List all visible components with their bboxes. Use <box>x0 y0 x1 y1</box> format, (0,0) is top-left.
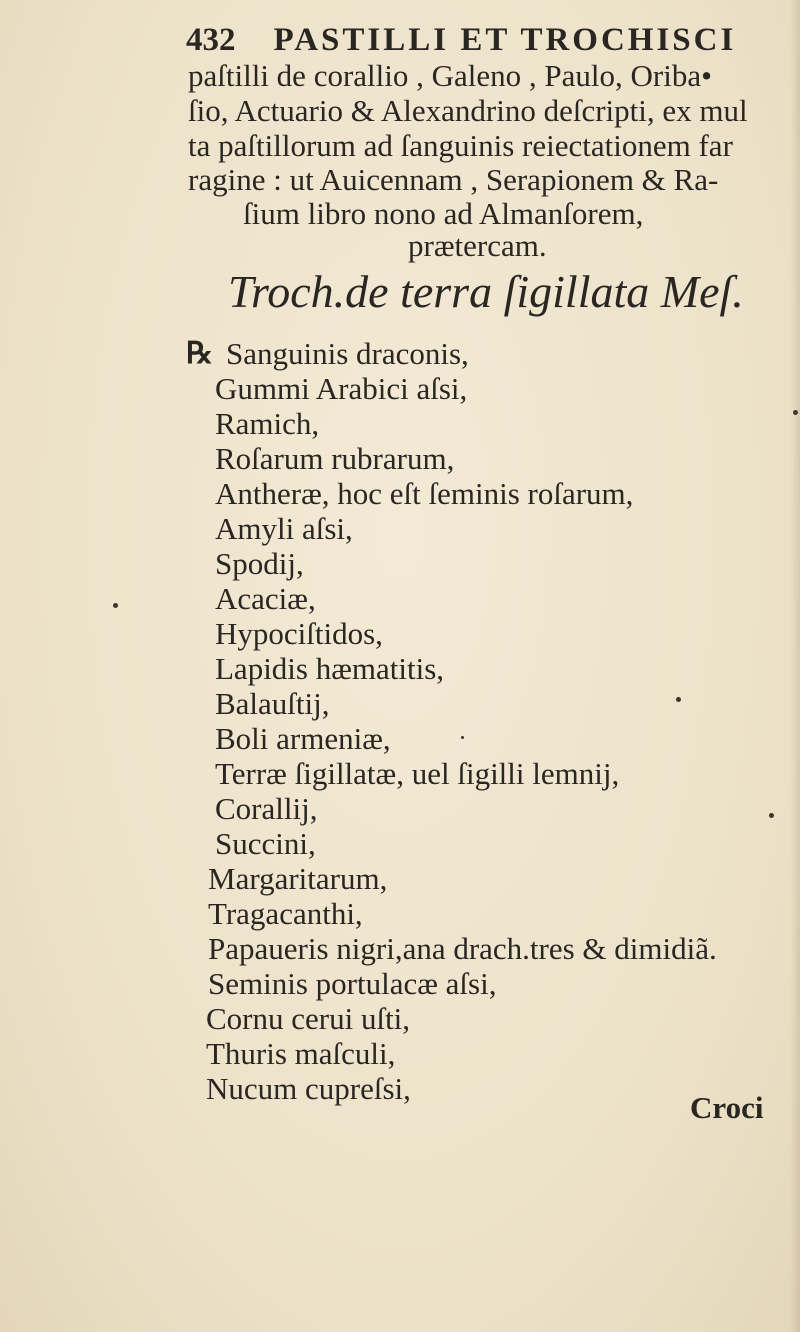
ingredient-line: Nucum cupreſsi, <box>206 1071 411 1106</box>
ingredient-line: Ramich, <box>215 406 320 441</box>
ingredient-line: Papaueris nigri,ana drach.tres & dimidiã. <box>208 931 717 966</box>
page-header <box>186 22 746 59</box>
ingredient-line: Antheræ, hoc eſt ſeminis roſarum, <box>215 476 634 511</box>
intro-line: ragine : ut Auicennam , Serapionem & Ra- <box>188 162 719 197</box>
ingredient-line: Terræ ſigillatæ, uel ſigilli lemnij, <box>215 756 620 791</box>
ingredient-line: Succini, <box>215 826 316 861</box>
page-edge-shadow <box>790 0 800 1332</box>
ingredient-line: Tragacanthi, <box>208 896 363 931</box>
ink-speck <box>461 736 464 739</box>
ingredient-line: Boli armeniæ, <box>215 721 391 756</box>
recipe-title: Troch.de terra ſigillata Meſ. <box>228 266 744 317</box>
intro-line: paſtilli de corallio , Galeno , Paulo, Oriba• <box>188 58 712 93</box>
ingredient-line: Thuris maſculi, <box>206 1036 396 1071</box>
intro-line: ſio, Actuario & Alexandrino deſcripti, ex mul <box>188 93 748 128</box>
ingredient-line: Amyli aſsi, <box>215 511 353 546</box>
recipe-symbol: ℞ <box>186 337 213 370</box>
ink-speck <box>113 603 118 608</box>
catchword: Croci <box>690 1090 764 1125</box>
ingredient-line: Gummi Arabici aſsi, <box>215 371 468 406</box>
intro-line: ſium libro nono ad Almanſorem, <box>243 196 644 231</box>
ingredient-line: Roſarum rubrarum, <box>215 441 455 476</box>
ingredient-line: Margaritarum, <box>208 861 388 896</box>
ink-speck <box>769 813 774 818</box>
ingredient-line: Sanguinis draconis, <box>226 336 469 371</box>
ingredient-line: Seminis portulacæ aſsi, <box>208 966 497 1001</box>
page-number: 432 <box>186 22 236 58</box>
intro-line: ta paſtillorum ad ſanguinis reiectationem far <box>188 128 733 163</box>
ingredient-line: Balauſtij, <box>215 686 330 721</box>
ingredient-line: Cornu cerui uſti, <box>206 1001 411 1036</box>
intro-line: prætercam. <box>408 228 547 263</box>
ink-speck <box>676 697 681 702</box>
running-title: PASTILLI ET TROCHISCI <box>273 22 737 58</box>
ingredient-line: Lapidis hæmatitis, <box>215 651 445 686</box>
ingredient-line: Acaciæ, <box>215 581 316 616</box>
ingredient-line: Hypociſtidos, <box>215 616 383 651</box>
ingredient-line: Spodij, <box>215 546 304 581</box>
ingredient-line: Corallij, <box>215 791 318 826</box>
